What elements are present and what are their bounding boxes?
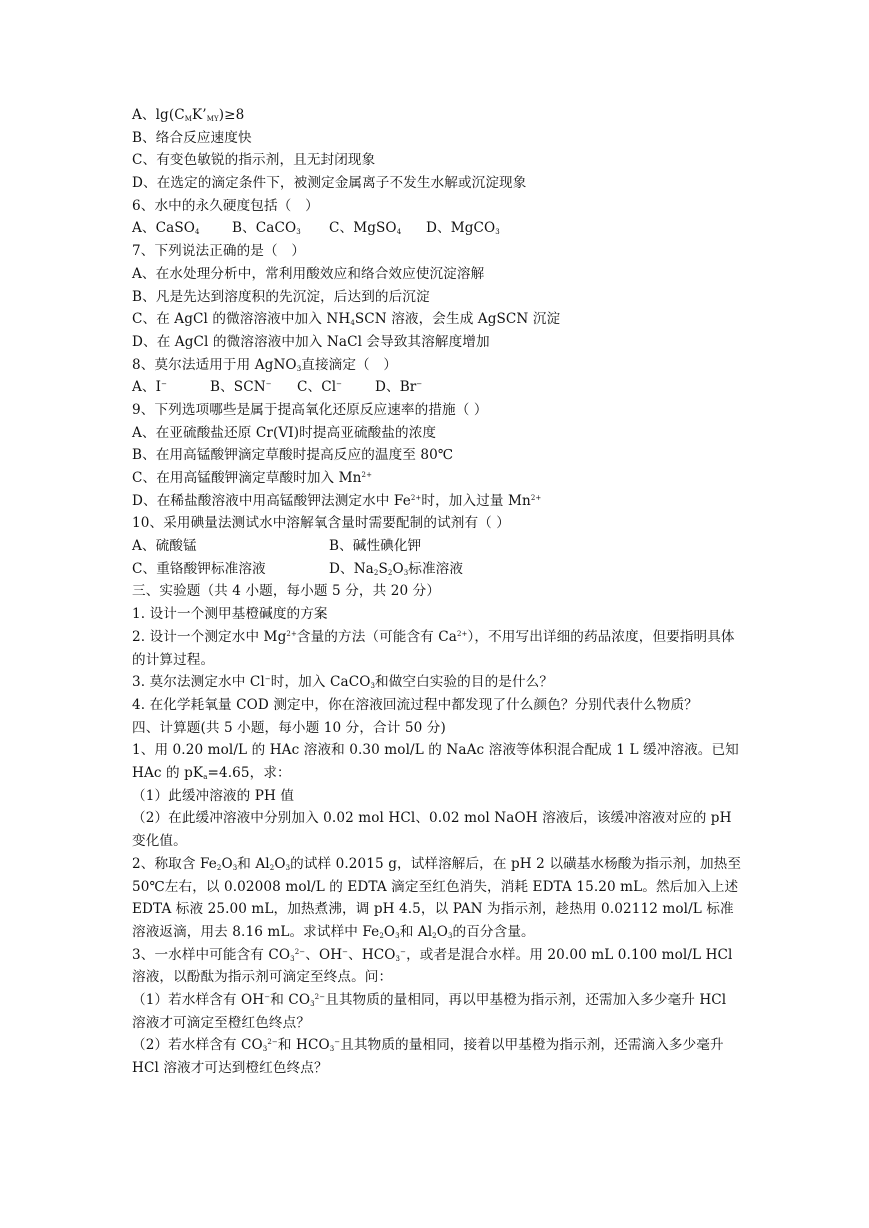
- q7-option-d: D、在 AgCl 的微溶溶液中加入 NaCl 会导致其溶解度增加: [132, 333, 490, 350]
- section-4-title: 四、计算题(共 5 小题，每小题 10 分，合计 50 分): [132, 719, 446, 736]
- q10-option-c: C、重铬酸钾标准溶液: [132, 560, 266, 577]
- section-3-title: 三、实验题（共 4 小题，每小题 5 分，共 20 分）: [132, 583, 441, 600]
- s4-q1: 1、用 0.20 mol/L 的 HAc 溶液和 0.30 mol/L 的 NaAc 溶液等体积混合配成 1 L 缓冲溶液。已知 HAc 的 $pK_a=4.65$，求：: [132, 742, 739, 781]
- q10-option-b: B、碱性碘化钾: [329, 538, 422, 555]
- q7-option-b: B、凡是先达到溶度积的先沉淀，后达到的后沉淀: [132, 288, 430, 305]
- s4-q3-part-2: （2）若水样含有 $CO_3^{2-}$和 $HCO_3^-$且其物质的量相同，接着以甲基橙为指示剂，还需滴入多少毫升 HCl 溶液才可达到橙红色终点？: [132, 1037, 724, 1077]
- s3-q2: 2. 设计一个测定水中 $Mg^{2+}$含量的方法（可能含有 $Ca^{2+}$），不用写出详细的药品浓度，但要指明具体的计算过程。: [132, 628, 735, 668]
- q10-option-a: A、硫酸锰: [132, 538, 197, 555]
- q8-option-d: D、Br−: [375, 379, 423, 396]
- q5-option-b: B、络合反应速度快: [132, 129, 252, 146]
- q7-option-c: C、在 AgCl 的微溶溶液中加入 $NH_4SCN$ 溶液，会生成 AgSCN 沉淀: [132, 311, 561, 328]
- q9-stem: 9、下列选项哪些是属于提高氧化还原反应速率的措施（ ）: [132, 401, 488, 418]
- s4-q3-part-1: （1）若水样含有 OH−和 $CO_3^{2-}$且其物质的量相同，再以甲基橙为指示剂，还需加入多少毫升 HCl 溶液才可滴定至橙红色终点？: [132, 992, 727, 1031]
- q5-option-a: A、$\lg(C_MK’_{MY})\ge 8$: [132, 107, 245, 123]
- s4-q3: 3、一水样中可能含有 $CO_3^{2-}$、OH−、$HCO_3^-$，或者是混合水样。用 20.00 mL 0.100 mol/L HCl 溶液，以酚酞为指示剂可滴定至终点。问：: [132, 946, 733, 986]
- q8-options: [132, 376, 742, 399]
- q5-option-d: D、在选定的滴定条件下，被测定金属离子不发生水解或沉淀现象: [132, 175, 527, 192]
- s4-q1-part-1: （1）此缓冲溶液的 PH 值: [132, 787, 295, 804]
- s4-q2: 2、称取含 $Fe_2O_3$和 $Al_2O_3$的试样 0.2015 g，试样溶解后，在 pH 2 以磺基水杨酸为指示剂，加热至 50℃左右，以 0.02008 mol/L 的 EDTA 滴定至红色消失，消耗 EDTA 15.20 mL。然后加入上述 EDTA 标液 25.00 mL，加热煮沸，调 pH 4.5，以 PAN 为指示剂，趁热用 0.02112 mol/L 标准溶液返滴，用去 8.16 mL。求试样中 $Fe_2O_3$和 $Al_2O_3$的百分含量。: [132, 855, 742, 940]
- q6-option-c: C、MgSO$_4$: [329, 220, 402, 237]
- q9-option-d: D、在稀盐酸溶液中用高锰酸钾法测定水中 $Fe^{2+}$时，加入过量 $Mn^{2+}$: [132, 492, 542, 509]
- q9-option-c: C、在用高锰酸钾滴定草酸时加入 $Mn^{2+}$: [132, 470, 373, 486]
- q6-option-b: B、CaCO$_3$: [232, 220, 301, 237]
- s3-q4: 4. 在化学耗氧量 COD 测定中，你在溶液回流过程中都发现了什么颜色？分别代表什么物质？: [132, 696, 698, 713]
- q10-row-2: [132, 558, 742, 581]
- q8-option-c: C、Cl−: [297, 379, 343, 396]
- s3-q3: 3. 莫尔法测定水中 Cl−时，加入 CaCO$_3$和做空白实验的目的是什么？: [132, 674, 554, 691]
- q8-option-a: A、I−: [132, 379, 168, 396]
- q7-option-a: A、在水处理分析中，常利用酸效应和络合效应使沉淀溶解: [132, 265, 485, 282]
- q9-option-a: A、在亚硫酸盐还原 Cr(VI)时提高亚硫酸盐的浓度: [132, 424, 437, 441]
- q6-option-d: D、MgCO$_3$: [426, 220, 500, 237]
- q8-stem: 8、莫尔法适用于用 AgNO$_3$直接滴定（ ）: [132, 356, 398, 373]
- q6-option-a: A、CaSO$_4$: [132, 220, 200, 237]
- q10-row-1: [132, 535, 742, 558]
- q6-options: [132, 217, 742, 240]
- q10-option-d: D、$Na_2S_2O_3$标准溶液: [329, 560, 464, 577]
- q5-option-c: C、有变色敏锐的指示剂，且无封闭现象: [132, 152, 376, 169]
- q7-stem: 7、下列说法正确的是（ ）: [132, 243, 306, 260]
- q9-option-b: B、在用高锰酸钾滴定草酸时提高反应的温度至 80℃: [132, 447, 454, 464]
- q10-stem: 10、采用碘量法测试水中溶解氧含量时需要配制的试剂有（ ）: [132, 515, 510, 532]
- exam-document: [132, 104, 742, 1080]
- s4-q1-part-2: （2）在此缓冲溶液中分别加入 0.02 mol HCl、0.02 mol NaOH 溶液后，该缓冲溶液对应的 pH 变化值。: [132, 810, 732, 850]
- q8-option-b: B、SCN−: [210, 379, 272, 396]
- q6-stem: 6、水中的永久硬度包括（ ）: [132, 197, 319, 214]
- s3-q1: 1. 设计一个测甲基橙碱度的方案: [132, 606, 328, 623]
